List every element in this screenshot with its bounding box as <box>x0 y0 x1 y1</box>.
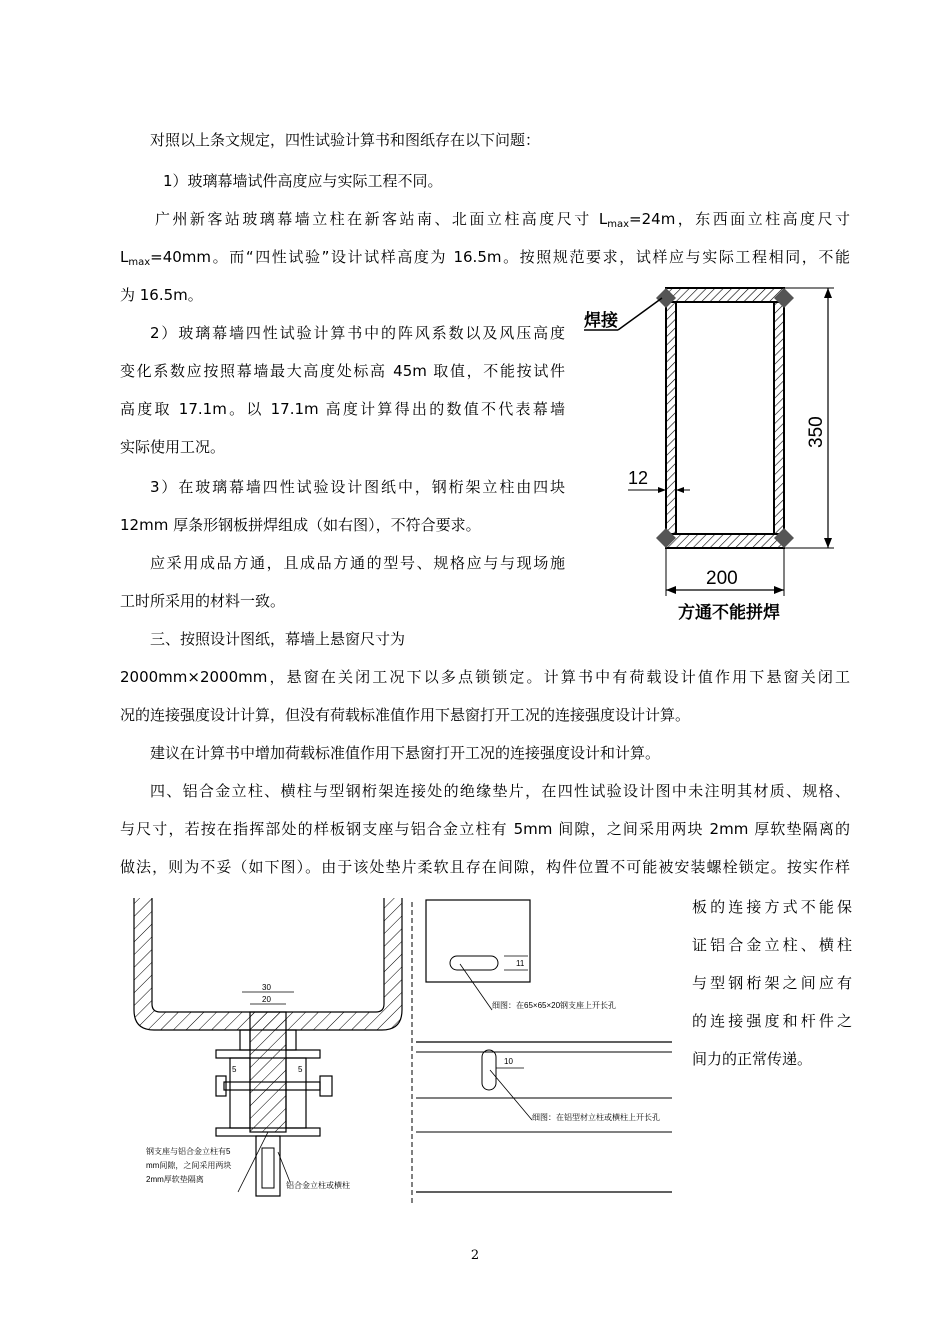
bottom-plate <box>666 534 784 548</box>
section-4-line1: 四、铝合金立柱、横柱与型钢桁架连接处的绝缘垫片，在四性试验设计图中未注明其材质、规格、 <box>150 782 850 800</box>
note-left-line1: 钢支座与铝合金立柱有5 <box>146 1147 231 1156</box>
item-2-line2: 变化系数应按照幕墙最大高度处标高 45m 取值，不能按试件 <box>120 362 565 380</box>
item-2-line4: 实际使用工况。 <box>120 438 226 456</box>
note-left-line2: mm间隙，之间采用两块 <box>146 1161 232 1170</box>
recommendation-line2: 工时所采用的材料一致。 <box>120 592 286 610</box>
section-4-line2: 与尺寸，若按在指挥部处的样板钢支座与铝合金立柱有 5mm 间隙，之间采用两块 2mm 厚软垫隔离的 <box>120 820 850 838</box>
suggestion-paragraph: 建议在计算书中增加荷载标准值作用下悬窗打开工况的连接强度设计和计算。 <box>150 744 661 762</box>
recommendation-line1: 应采用成品方通，且成品方通的型号、规格应与与现场施 <box>150 554 565 572</box>
item-2-line1: 2）玻璃幕墙四性试验计算书中的阵风系数以及风压高度 <box>150 324 565 342</box>
top-plate <box>666 288 784 302</box>
dim-width: 200 <box>706 568 738 589</box>
paragraph-intro: 对照以上条文规定，四性试验计算书和图纸存在以下问题： <box>150 131 541 149</box>
paragraph-height-line2: $L_{max}=40mm$。而“四性试验”设计试样高度为 16.5m。按照规范要求，试样应与实际工程相同，不能 <box>120 248 850 268</box>
page-number: 2 <box>470 1248 480 1263</box>
item-1-heading: 1）玻璃幕墙试件高度应与实际工程不同。 <box>163 172 443 190</box>
tube-section-figure <box>570 280 850 630</box>
aluminum-mullion <box>256 1136 280 1196</box>
left-plate <box>666 302 676 534</box>
dim-30: 30 <box>262 983 271 992</box>
detail1-note: 细图：在65×65×20钢支座上开长孔 <box>492 1001 617 1010</box>
connection-detail-figure <box>120 892 680 1212</box>
side-text-line1: 板的连接方式不能保 <box>692 898 852 916</box>
side-text-line5: 间力的正常传递。 <box>692 1050 813 1068</box>
section-3-line1: 三、按照设计图纸，幕墙上悬窗尺寸为 <box>150 630 406 648</box>
steel-seat-block <box>250 1012 286 1132</box>
figure-caption: 方通不能拼焊 <box>678 603 780 622</box>
detail2-dim: 10 <box>504 1057 513 1066</box>
dim-5-left: 5 <box>232 1065 237 1074</box>
detail2-note: 细图：在铝型材立柱或横柱上开长孔 <box>532 1113 660 1122</box>
mullion-slot <box>482 1050 496 1090</box>
dim-height: 350 <box>806 416 827 448</box>
item-2-line3: 高度取 17.1m。以 17.1m 高度计算得出的数值不代表幕墙 <box>120 400 565 418</box>
section-3-line3: 况的连接强度设计计算，但没有荷载标准值作用下悬窗打开工况的连接强度设计计算。 <box>120 706 691 724</box>
side-text-line4: 的连接强度和杆件之 <box>692 1012 852 1030</box>
note-right: 铝合金立柱或横柱 <box>286 1181 350 1190</box>
section-3-line2: 2000mm×2000mm，悬窗在关闭工况下以多点锁锁定。计算书中有荷载设计值作用下悬窗关闭工 <box>120 668 850 686</box>
section-4-line3: 做法，则为不妥（如下图）。由于该处垫片柔软且存在间隙，构件位置不可能被安装螺栓锁定。按实作样 <box>120 858 850 876</box>
dim-5-right: 5 <box>298 1065 303 1074</box>
dim-20: 20 <box>262 995 271 1004</box>
detail1-dim: 11 <box>516 959 525 968</box>
item-3-line2: 12mm 厚条形钢板拼焊组成（如右图），不符合要求。 <box>120 516 481 534</box>
paragraph-height-line3: 为 16.5m。 <box>120 286 203 304</box>
weld-label: 焊接 <box>584 311 618 330</box>
dim-thickness: 12 <box>628 468 649 488</box>
right-plate <box>774 302 784 534</box>
paragraph-height-line1: 广州新客站玻璃幕墙立柱在新客站南、北面立柱高度尺寸 $L_{max}=24m$，东西面立柱高度尺寸 <box>155 210 850 230</box>
item-3-line1: 3）在玻璃幕墙四性试验设计图纸中，钢桁架立柱由四块 <box>150 478 565 496</box>
side-text-line3: 与型钢桁架之间应有 <box>692 974 852 992</box>
note-left-line3: 2mm厚软垫隔离 <box>146 1175 204 1184</box>
side-text-line2: 证铝合金立柱、横柱 <box>692 936 852 954</box>
